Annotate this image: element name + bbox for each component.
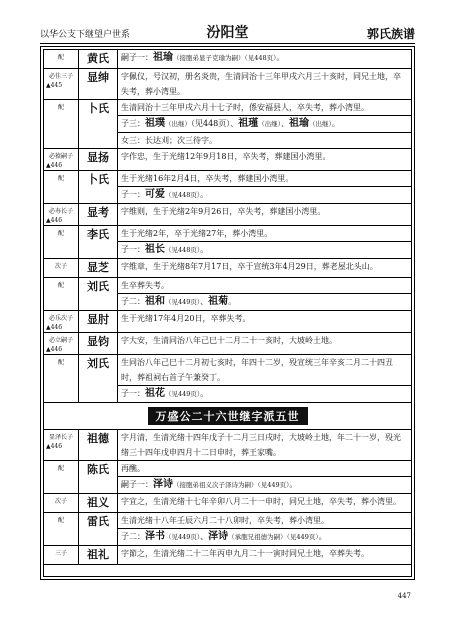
relation-cell	[44, 278, 79, 311]
generation-reference: ▲446	[46, 324, 63, 331]
section-title: 万盛公二十六世继字派五世	[148, 407, 308, 425]
bio-text: 、	[200, 532, 209, 541]
genealogy-table-lower	[44, 430, 411, 565]
generation-reference: ▲446	[46, 443, 63, 450]
table-row	[44, 513, 411, 546]
bio-text: 字月清，生清光绪十四年戊子十二月三日戌时，大坡岭土地，年二十一岁，殁光绪三十四年戊申四月十二日申时，葬王家嘴。	[121, 433, 401, 457]
bio-text: 。	[200, 245, 209, 254]
note-text: （接胞弟祖义次子泽诗为嗣）	[173, 481, 258, 489]
relation-cell	[44, 333, 79, 355]
bio-text: 。	[228, 297, 237, 306]
person-name: 祖礼	[79, 546, 118, 565]
biography-cell	[118, 513, 412, 546]
table-row	[44, 311, 411, 333]
note-text: （见448页）	[165, 246, 201, 254]
person-name: 显扬	[79, 149, 118, 171]
relation-cell	[44, 546, 79, 565]
note-text: （见449页）	[165, 390, 201, 398]
person-name: 刘氏	[79, 355, 118, 403]
descendant-name: 祖长	[145, 244, 165, 255]
person-name: 李氏	[79, 226, 118, 259]
relation-label: 配	[57, 175, 64, 182]
person-name: 卜氏	[79, 100, 118, 149]
person-name: 雷氏	[79, 513, 118, 546]
table-row	[44, 149, 411, 171]
bio-text: 生清同治十三年甲戌六月十七子时，係安福县人，卒失考，葬小湾里。	[121, 103, 369, 112]
genealogy-frame	[40, 46, 415, 580]
biography-cell	[118, 171, 412, 204]
person-name: 显考	[79, 204, 118, 226]
bio-text: 生卒葬失考。	[121, 281, 169, 290]
relation-cell	[44, 430, 79, 461]
bio-text: 。	[318, 532, 327, 541]
biography-cell	[118, 226, 412, 259]
biography-line	[118, 355, 411, 385]
genealogy-table-upper	[44, 50, 411, 403]
relation-cell	[44, 100, 79, 149]
biography-cell	[118, 546, 412, 565]
bio-text: 生于光绪16年2月4日，卒失考，葬建国小湾里。	[121, 174, 294, 183]
relation-label: 必乐次子	[48, 315, 73, 322]
section-banner	[44, 403, 411, 430]
biography-line	[118, 186, 411, 203]
descendant-name: 泽诗	[208, 531, 229, 542]
descendant-name: 泽诗	[153, 479, 173, 490]
person-name: 祖德	[79, 430, 118, 461]
bio-text: 嗣子一：	[121, 53, 153, 62]
relation-label: 配	[57, 517, 64, 524]
person-name: 刘氏	[79, 278, 118, 311]
relation-label: 必佳三子	[48, 73, 73, 80]
biography-line	[118, 461, 411, 476]
biography-cell	[118, 149, 412, 171]
person-name: 黄氏	[79, 50, 118, 69]
bio-text: 生清光绪十八年壬辰六月二十八卯时，卒失考，葬小湾里。	[121, 516, 329, 525]
relation-label: 次子	[54, 263, 67, 270]
bio-text: 、	[281, 119, 290, 128]
note-text: （见449页）	[286, 533, 319, 541]
relation-cell	[44, 259, 79, 278]
bio-text: 生于光绪2年，卒于光绪27年，葬小湾里。	[121, 229, 273, 238]
header-book-title: 郭氏族谱	[366, 27, 415, 41]
note-text: （见449页）	[165, 298, 201, 306]
generation-reference: ▲446	[46, 217, 63, 224]
biography-line	[118, 50, 411, 66]
biography-cell	[118, 311, 412, 333]
biography-cell	[118, 50, 412, 69]
descendant-name: 泽书	[145, 531, 165, 542]
generation-reference: ▲446	[46, 346, 63, 353]
person-name: 显钧	[79, 333, 118, 355]
bio-text: 嗣子一：	[121, 480, 153, 489]
bio-text: 字大安，生清同治八年己巳十二月二十一亥时，大坡岭土地。	[121, 336, 337, 345]
bio-text: 字節之，生清光绪二十二年丙申九月二十一寅时同兄土地，卒葬失考。	[121, 549, 369, 558]
table-row	[44, 226, 411, 259]
table-row	[44, 259, 411, 278]
bio-text: 子一：	[121, 245, 145, 254]
relation-cell	[44, 494, 79, 513]
descendant-name: 祖璞	[145, 118, 165, 129]
relation-label: 三子	[54, 550, 67, 557]
note-text: （接胞弟显子克瑜为嗣）	[173, 54, 245, 62]
person-name: 显芝	[79, 259, 118, 278]
biography-line	[118, 494, 411, 509]
relation-label: 配	[57, 465, 64, 472]
descendant-name: 祖和	[145, 296, 165, 307]
person-name: 显绅	[79, 69, 118, 100]
biography-line	[118, 430, 411, 460]
header-hall-name: 汾阳堂	[206, 25, 249, 41]
biography-cell	[118, 278, 412, 311]
relation-cell	[44, 461, 79, 494]
relation-cell	[44, 226, 79, 259]
biography-cell	[118, 461, 412, 494]
relation-cell	[44, 204, 79, 226]
descendant-name: 祖瑜	[289, 118, 310, 129]
note-text: （出继）	[309, 120, 332, 128]
descendant-name: 祖花	[145, 388, 165, 399]
note-text: （见448页）	[165, 191, 201, 199]
relation-label: 显泽长子	[48, 434, 73, 441]
relation-cell	[44, 355, 79, 403]
table-row	[44, 430, 411, 461]
table-row	[44, 204, 411, 226]
bio-text: 女三：长达刈；次三待字。	[121, 136, 217, 145]
biography-cell	[118, 259, 412, 278]
bio-text: 再醮。	[121, 464, 145, 473]
table-row	[44, 461, 411, 494]
relation-label: 配	[57, 359, 64, 366]
biography-line	[118, 513, 411, 528]
page-header	[40, 22, 415, 42]
biography-cell	[118, 333, 412, 355]
biography-line	[118, 546, 411, 561]
descendant-name: 祖菊	[208, 296, 229, 307]
biography-line	[118, 226, 411, 241]
biography-line	[118, 149, 411, 164]
generation-reference: ▲445	[46, 82, 63, 89]
biography-cell	[118, 204, 412, 226]
bio-text: 子二：	[121, 532, 145, 541]
person-name: 祖义	[79, 494, 118, 513]
biography-line	[118, 278, 411, 293]
table-row	[44, 100, 411, 149]
biography-line	[118, 204, 411, 219]
table-row	[44, 333, 411, 355]
biography-line	[118, 476, 411, 493]
genealogy-table-area	[43, 49, 412, 577]
note-text: （承胞兄祖德为嗣）	[228, 533, 287, 541]
relation-label: 必立嗣子	[48, 337, 73, 344]
biography-line	[118, 69, 411, 99]
biography-line	[118, 241, 411, 258]
page-number: 447	[397, 592, 411, 600]
relation-label: 次子	[54, 498, 67, 505]
bio-text: 字维则，生于光绪2年9月26日，卒失考，葬建国小湾里。	[121, 207, 326, 216]
descendant-name: 祖瑜	[153, 52, 173, 63]
biography-line	[118, 259, 411, 274]
relation-cell	[44, 69, 79, 100]
bio-text: 。	[289, 480, 298, 489]
biography-line	[118, 333, 411, 348]
bio-text: 子二：	[121, 297, 145, 306]
person-name: 显肘	[79, 311, 118, 333]
bio-text: 。	[200, 389, 209, 398]
table-row	[44, 69, 411, 100]
bio-text: 字宜之，生清光绪十七年辛卯八月二十一申时，同兄土地，卒失考，葬小湾里。	[121, 497, 401, 506]
biography-cell	[118, 494, 412, 513]
relation-cell	[44, 149, 79, 171]
biography-line	[118, 528, 411, 545]
bio-text: 生于光绪17年4月20日，卒葬失考。	[121, 314, 251, 323]
table-row	[44, 494, 411, 513]
bio-text: 生同治八年己巳十二月初七亥时，年四十二岁，殁宣统三年辛亥二月二十四丑时，葬祖祠右首子午兼癸丁。	[121, 358, 393, 382]
person-name: 陈氏	[79, 461, 118, 494]
bio-text: 子一：	[121, 190, 145, 199]
relation-label: 必猿嗣子	[48, 153, 73, 160]
header-rule	[40, 43, 415, 44]
relation-label: 配	[57, 104, 64, 111]
bio-text: 子三：	[121, 119, 145, 128]
note-text: （出继）	[165, 120, 191, 128]
bio-text: 。	[276, 53, 285, 62]
note-text: （见449页）	[165, 533, 201, 541]
relation-cell	[44, 513, 79, 546]
table-row	[44, 171, 411, 204]
relation-label: 必寿长子	[48, 208, 73, 215]
bio-text: （见448页）、	[191, 119, 239, 128]
relation-label: 配	[57, 282, 64, 289]
descendant-name: 祖瑾	[238, 118, 259, 129]
biography-cell	[118, 100, 412, 149]
table-row	[44, 50, 411, 69]
table-row	[44, 546, 411, 565]
note-text: （见449页）	[257, 481, 290, 489]
bio-text: 字作忠，生于光绪12年9月18日，卒失考，葬建国小湾里。	[121, 152, 331, 161]
person-name: 卜氏	[79, 171, 118, 204]
relation-cell	[44, 171, 79, 204]
relation-label: 配	[57, 54, 64, 61]
header-lineage-title: 以华公支下继望户世系	[40, 30, 131, 40]
biography-line	[118, 100, 411, 115]
biography-line	[118, 132, 411, 148]
relation-cell	[44, 50, 79, 69]
relation-label: 配	[57, 230, 64, 237]
bio-text: 。	[200, 190, 209, 199]
bio-text: 、	[200, 297, 209, 306]
note-text: （出继）	[258, 120, 282, 128]
biography-cell	[118, 355, 412, 403]
biography-cell	[118, 430, 412, 461]
descendant-name: 可爱	[145, 189, 165, 200]
bio-text: 字维章，生于光绪8年7月17日，卒于宣统3年4月29日，葬老屋北头山。	[121, 262, 378, 271]
relation-cell	[44, 311, 79, 333]
note-text: （见448页）	[244, 54, 277, 62]
biography-line	[118, 311, 411, 326]
bio-text: 字佩仪，号汉初，册名炎贵，生清同治十三年甲戌六月三十亥时，同兄土地，卒失考，葬小湾里。	[121, 72, 401, 96]
bio-text: 。	[331, 119, 340, 128]
biography-line	[118, 115, 411, 132]
biography-line	[118, 293, 411, 310]
generation-reference: ▲446	[46, 162, 63, 169]
biography-cell	[118, 69, 412, 100]
table-row	[44, 278, 411, 311]
bio-text: 子一：	[121, 389, 145, 398]
biography-line	[118, 171, 411, 186]
table-row	[44, 355, 411, 403]
biography-line	[118, 385, 411, 402]
